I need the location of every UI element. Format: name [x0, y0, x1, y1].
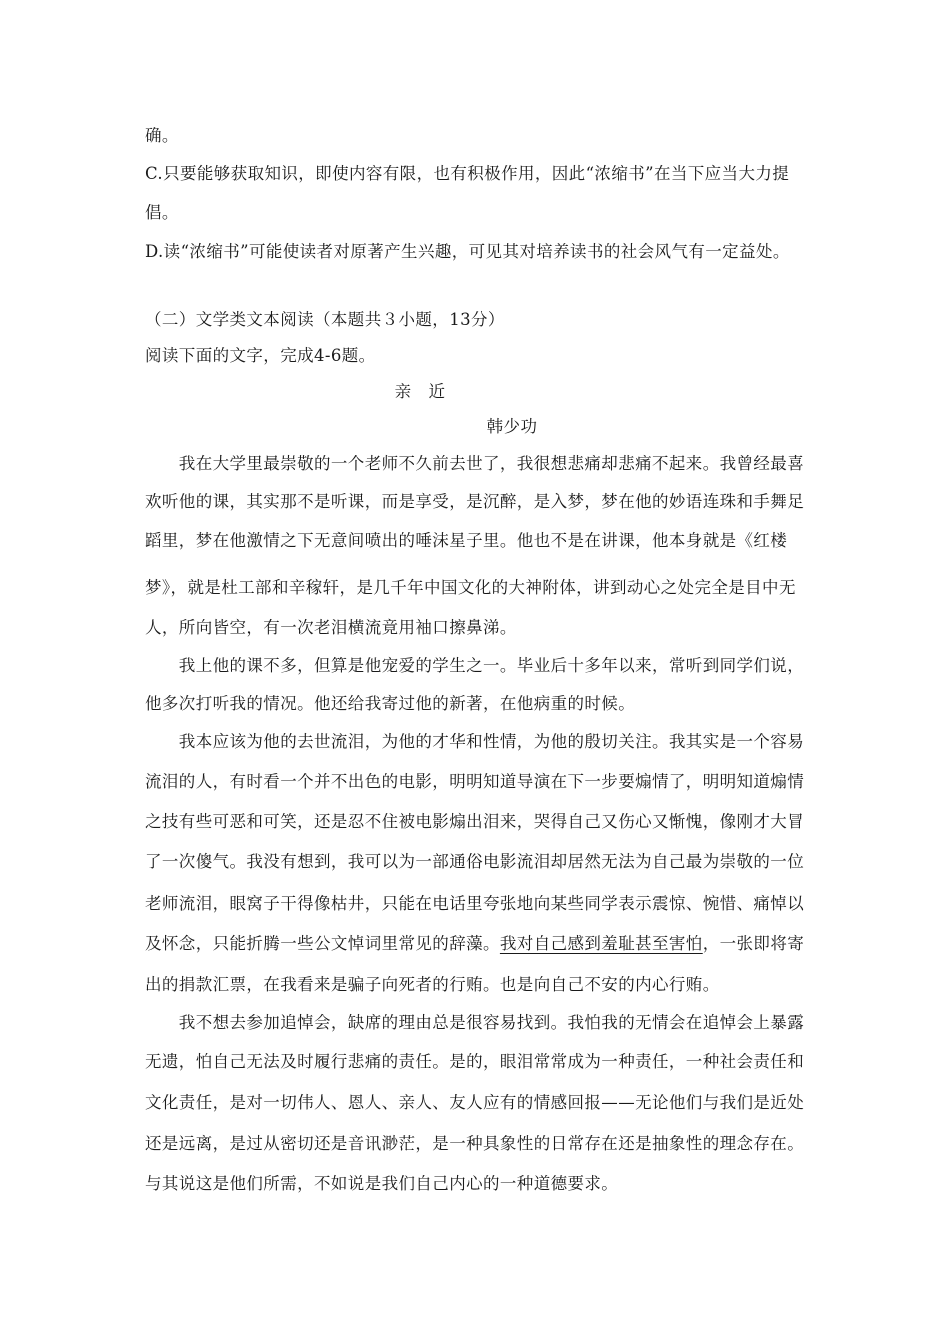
paragraph-3-line-6-post: ，一张即将寄: [702, 934, 805, 953]
article-author: 韩少功: [486, 417, 538, 436]
paragraph-2-line-2: 他多次打听我的情况。他还给我寄过他的新著，在他病重的时候。: [145, 694, 636, 713]
paragraph-4-line-5: 与其说这是他们所需，不如说是我们自己内心的一种道德要求。: [145, 1174, 619, 1193]
section-instruction: 阅读下面的文字，完成4-6题。: [145, 346, 376, 365]
paragraph-4-line-1: 我不想去参加追悼会，缺席的理由总是很容易找到。我怕我的无情会在追悼会上暴露: [145, 1013, 805, 1032]
paragraph-3-line-4: 了一次傻气。我没有想到，我可以为一部通俗电影流泪却居然无法为自己最为崇敬的一位: [145, 852, 805, 871]
paragraph-3-line-1: 我本应该为他的去世流泪，为他的才华和性情，为他的殷切关注。我其实是一个容易: [145, 732, 805, 751]
paragraph-1-line-3: 蹈里，梦在他激情之下无意间喷出的唾沫星子里。他也不是在讲课，他本身就是《红楼: [145, 531, 788, 550]
paragraph-2-line-1: 我上他的课不多，但算是他宠爱的学生之一。毕业后十多年以来，常听到同学们说，: [145, 656, 805, 675]
underlined-sentence: 我对自己感到羞耻甚至害怕: [499, 934, 703, 953]
paragraph-3-line-6: [145, 934, 805, 954]
paragraph-1-line-5: 人，所向皆空，有一次老泪横流竟用袖口擦鼻涕。: [145, 618, 517, 637]
option-c-line-1: C.只要能够获取知识，即使内容有限，也有积极作用，因此“浓缩书”在当下应当大力提: [145, 164, 790, 183]
paragraph-3-line-5: 老师流泪，眼窝子干得像枯井，只能在电话里夸张地向某些同学表示震惊、惋惜、痛悼以: [145, 894, 805, 913]
paragraph-4-line-4: 还是远离，是过从密切还是音讯渺茫，是一种具象性的日常存在还是抽象性的理念存在。: [145, 1134, 805, 1153]
paragraph-4-line-2: 无遗，怕自己无法及时履行悲痛的责任。是的，眼泪常常成为一种责任，一种社会责任和: [145, 1052, 805, 1071]
paragraph-1-line-2: 欢听他的课，其实那不是听课，而是享受，是沉醉，是入梦，梦在他的妙语连珠和手舞足: [145, 492, 805, 511]
paragraph-4-line-3: 文化责任，是对一切伟人、恩人、亲人、友人应有的情感回报——无论他们与我们是近处: [145, 1093, 805, 1112]
paragraph-1-line-1: 我在大学里最崇敬的一个老师不久前去世了，我很想悲痛却悲痛不起来。我曾经最喜: [145, 454, 805, 473]
paragraph-3-line-2: 流泪的人，有时看一个并不出色的电影，明明知道导演在下一步要煽情了，明明知道煽情: [145, 772, 805, 791]
paragraph-3-line-6-pre: 及怀念，只能折腾一些公文悼词里常见的辞藻。: [145, 934, 500, 953]
paragraph-3-line-3: 之技有些可恶和可笑，还是忍不住被电影煽出泪来，哭得自己又伤心又惭愧，像刚才大冒: [145, 812, 805, 831]
option-c-line-2: 倡。: [145, 203, 179, 222]
section-heading: （二）文学类文本阅读（本题共３小题，13分）: [145, 310, 505, 329]
option-b-tail: 确。: [145, 126, 179, 145]
paragraph-1-line-4: 梦》，就是杜工部和辛稼轩，是几千年中国文化的大神附体，讲到动心之处完全是目中无: [145, 578, 796, 597]
option-d-line-1: D.读“浓缩书”可能使读者对原著产生兴趣，可见其对培养读书的社会风气有一定益处。: [145, 242, 790, 261]
article-title: 亲 近: [394, 382, 446, 401]
paragraph-3-line-7: 出的捐款汇票，在我看来是骗子向死者的行贿。也是向自己不安的内心行贿。: [145, 975, 720, 994]
